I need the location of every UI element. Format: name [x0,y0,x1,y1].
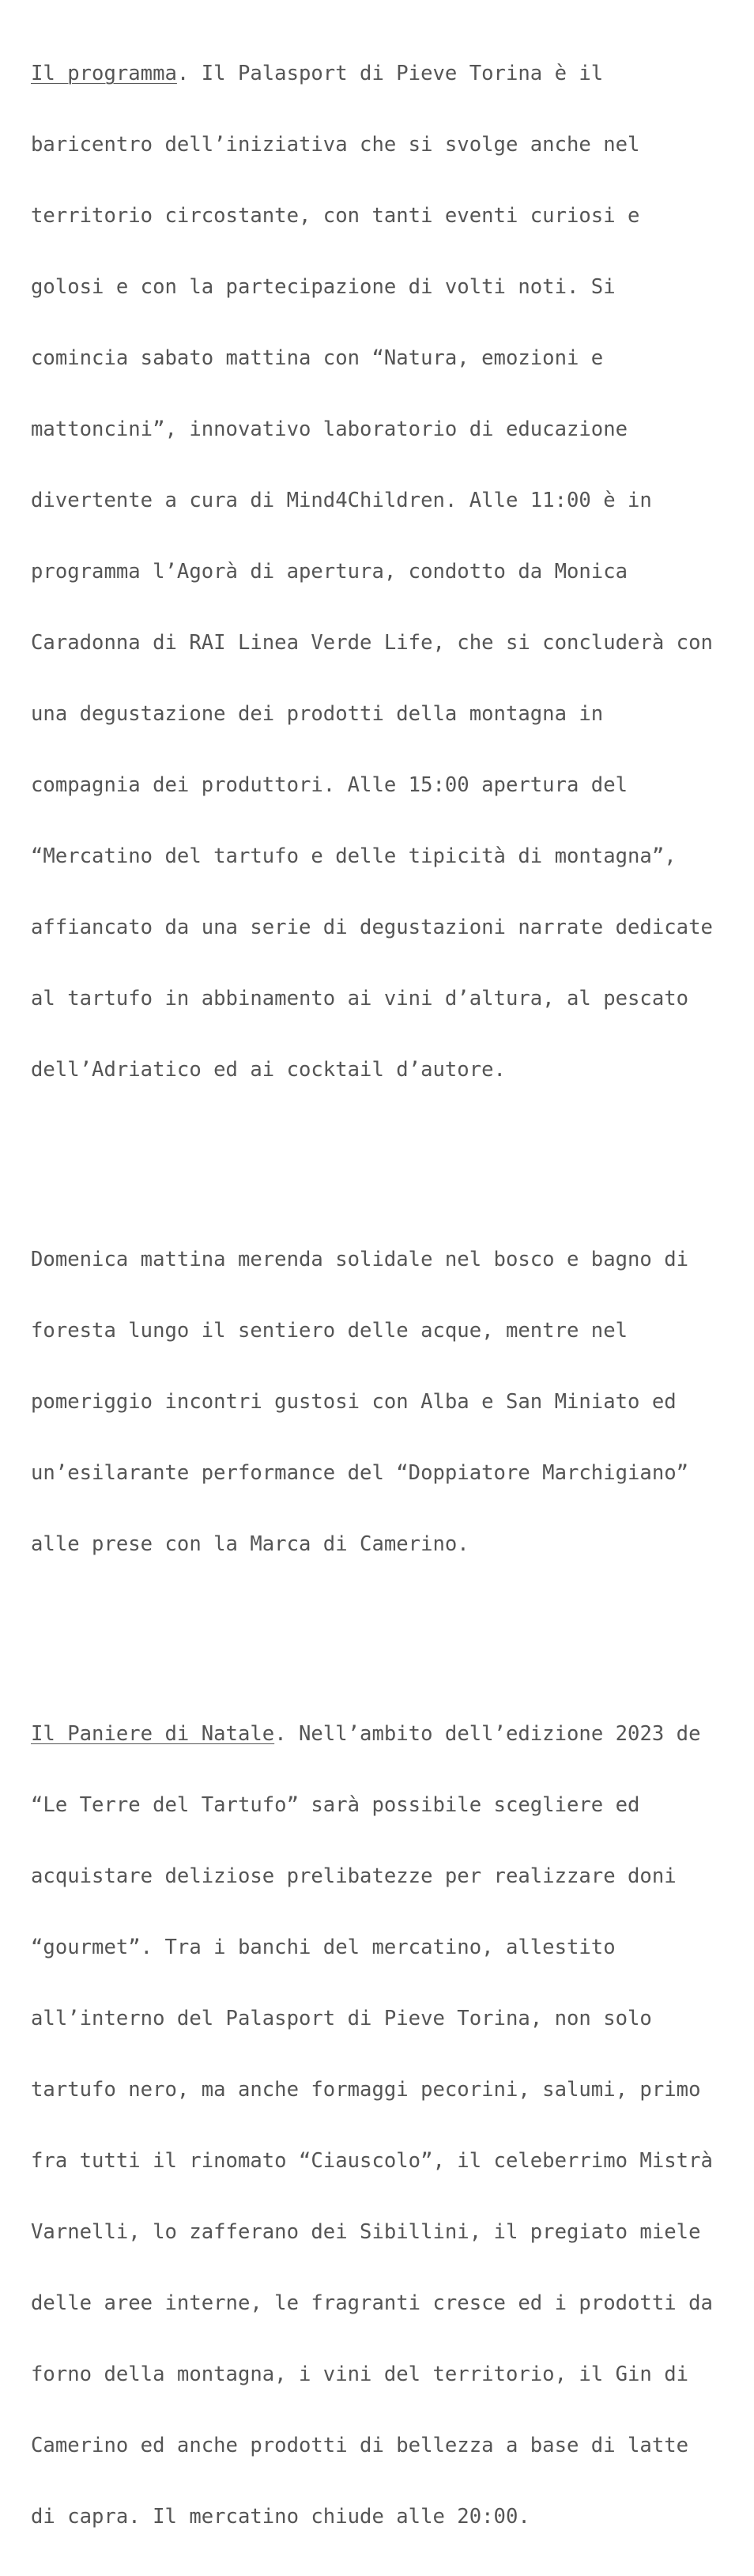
text-line: di capra. Il mercatino chiude alle 20:00. [31,2505,530,2529]
text-line: programma l’Agorà di apertura, condotto da Monica [31,560,628,584]
text-line: Domenica mattina merenda solidale nel bosco e bagno di [31,1248,689,1271]
text-line: Varnelli, lo zafferano dei Sibillini, il pregiato miele [31,2220,701,2244]
text-line: mattoncini”, innovativo laboratorio di educazione [31,417,628,441]
paragraph-programma [31,14,742,1129]
text-line: dell’Adriatico ed ai cocktail d’autore. [31,1058,506,1082]
text-line: Il Paniere di Natale. Nell’ambito dell’edizione 2023 de [31,1722,701,1746]
text-line: pomeriggio incontri gustosi con Alba e San Miniato ed [31,1390,677,1414]
paragraph-domenica [31,1200,742,1603]
section-heading-programma: Il programma [31,62,177,85]
text-line: foresta lungo il sentiero delle acque, mentre nel [31,1319,628,1343]
paragraph-spacer [31,1603,742,1675]
text-line: divertente a cura di Mind4Children. Alle 11:00 è in [31,489,652,512]
text-line: territorio circostante, con tanti eventi curiosi e [31,204,640,228]
text-line: alle prese con la Marca di Camerino. [31,1532,469,1556]
text-line: tartufo nero, ma anche formaggi pecorini, salumi, primo [31,2078,701,2102]
paragraph-spacer [31,1129,742,1200]
paragraph-paniere [31,1675,742,2576]
text-line: golosi e con la partecipazione di volti noti. Si [31,275,616,299]
text-line: “Le Terre del Tartufo” sarà possibile scegliere ed [31,1793,640,1817]
text-line: un’esilarante performance del “Doppiatore Marchigiano” [31,1461,689,1485]
article-body [31,14,742,2576]
text-line: baricentro dell’iniziativa che si svolge anche nel [31,133,640,157]
text-line: “gourmet”. Tra i banchi del mercatino, allestito [31,1936,616,1959]
text-line: fra tutti il rinomato “Ciauscolo”, il celeberrimo Mistrà [31,2149,713,2173]
text-line: all’interno del Palasport di Pieve Torina, non solo [31,2007,652,2030]
text-line: comincia sabato mattina con “Natura, emozioni e [31,346,604,370]
text-line: affiancato da una serie di degustazioni narrate dedicate [31,916,713,939]
text-line: compagnia dei produttori. Alle 15:00 apertura del [31,773,628,797]
text-line: Camerino ed anche prodotti di bellezza a base di latte [31,2434,689,2457]
text-line: Il programma. Il Palasport di Pieve Torina è il [31,62,604,85]
section-heading-paniere: Il Paniere di Natale [31,1722,275,1746]
text-line: delle aree interne, le fragranti cresce ed i prodotti da [31,2291,713,2315]
text-line: forno della montagna, i vini del territorio, il Gin di [31,2363,689,2386]
text-line: Caradonna di RAI Linea Verde Life, che si concluderà con [31,631,713,655]
text-line: al tartufo in abbinamento ai vini d’altura, al pescato [31,987,689,1010]
text-line: “Mercatino del tartufo e delle tipicità di montagna”, [31,844,677,868]
text-line: una degustazione dei prodotti della montagna in [31,702,604,726]
text-line: acquistare deliziose prelibatezze per realizzare doni [31,1864,677,1888]
